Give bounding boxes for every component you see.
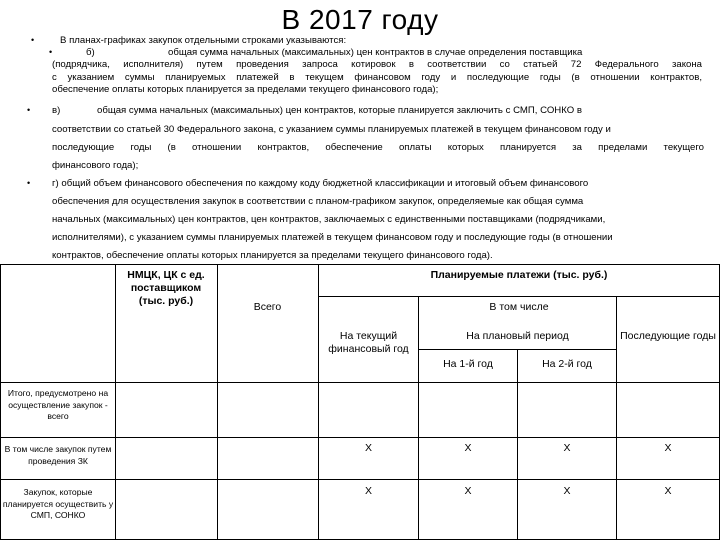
item-g-line: обеспечения для осуществления закупок в соответствии с планом-графиком закупок, определяемые как общая сумма <box>52 196 584 207</box>
header-year-2: На 2-й год <box>542 358 592 370</box>
table-border <box>0 264 720 265</box>
item-v-label: в) <box>52 105 61 116</box>
item-v-line: финансового года); <box>52 160 139 171</box>
table-cell-x: Х <box>364 442 372 454</box>
table-border <box>318 296 720 297</box>
item-g-line: г) общий объем финансового обеспечения по каждому коду бюджетной классификации и итоговый объем финансового <box>52 178 589 189</box>
table-border <box>0 382 720 383</box>
budget-table <box>0 264 720 540</box>
table-border <box>217 264 218 540</box>
item-g-line: исполнителями), с указанием суммы планируемых платежей в текущем финансовом году и последующие годы (в отношении <box>52 232 613 243</box>
header-planned-payments: Планируемые платежи (тыс. руб.) <box>430 269 608 281</box>
header-current-year: На текущий финансовый год <box>328 330 409 355</box>
item-v-line: соответствии со статьей 30 Федерального закона, с указанием суммы планируемых платежей в текущем финансовом году и <box>52 124 611 135</box>
header-including: В том числе <box>489 301 549 313</box>
item-b-line: с указанием суммы планируемых платежей в текущем финансовом году и последующие годы (в отношении контрактов, <box>52 72 702 83</box>
table-cell-x: Х <box>664 442 672 454</box>
table-cell-x: Х <box>364 485 372 497</box>
slide-title: В 2017 году <box>281 4 439 35</box>
item-b-line: обеспечение оплаты которых планируется за пределами текущего финансового года); <box>52 84 439 95</box>
item-v-line: последующие годы (в отношении контрактов, обеспечение оплаты которых планируется за пределами текущего <box>52 142 704 153</box>
item-v-line: общая сумма начальных (максимальных) цен контрактов, которые планируется заключить с СМП, СОНКО в <box>97 105 582 116</box>
header-year-1: На 1-й год <box>443 358 493 370</box>
table-cell-x: Х <box>464 485 472 497</box>
item-b-label: б) <box>86 47 95 58</box>
table-cell-x: Х <box>464 442 472 454</box>
table-cell-x: Х <box>563 442 571 454</box>
table-cell-x: Х <box>664 485 672 497</box>
bullet-icon: • <box>27 178 31 188</box>
intro-text: В планах-графиках закупок отдельными строками указываются: <box>60 35 347 46</box>
bullet-icon: • <box>31 35 35 45</box>
row-label-smp: Закупок, которые планируется осуществить у СМП, СОНКО <box>2 487 114 521</box>
table-border <box>418 296 419 540</box>
header-total: Всего <box>253 301 282 313</box>
row-label-zk: В том числе закупок путем проведения ЗК <box>4 444 112 466</box>
item-b-line: общая сумма начальных (максимальных) цен контрактов в случае определения поставщика <box>168 47 583 58</box>
row-label-total: Итого, предусмотрено на осуществление закупок - всего <box>7 388 109 422</box>
table-border <box>616 296 617 540</box>
bullet-icon: • <box>49 47 53 57</box>
item-g-line: начальных (максимальных) цен контрактов, цен контрактов, заключаемых с единственными поставщиками (подрядчиками, <box>52 214 606 225</box>
header-nmck: НМЦК, ЦК с ед. поставщиком (тыс. руб.) <box>127 269 205 307</box>
table-border <box>0 437 720 438</box>
table-border <box>115 264 116 540</box>
item-b-line: (подрядчика, исполнителя) путем проведения запроса котировок в соответствии со статьей 72 Федерального закона <box>52 59 702 70</box>
table-border <box>0 479 720 480</box>
header-plan-period: На плановый период <box>466 330 569 342</box>
table-border <box>517 349 518 540</box>
table-cell-x: Х <box>563 485 571 497</box>
table-border <box>318 264 319 540</box>
header-subsequent-years: Последующие годы <box>620 330 716 342</box>
table-border <box>0 264 1 540</box>
item-g-line: контрактов, обеспечение оплаты которых планируется за пределами текущего финансового года). <box>52 250 493 261</box>
bullet-icon: • <box>27 105 31 115</box>
